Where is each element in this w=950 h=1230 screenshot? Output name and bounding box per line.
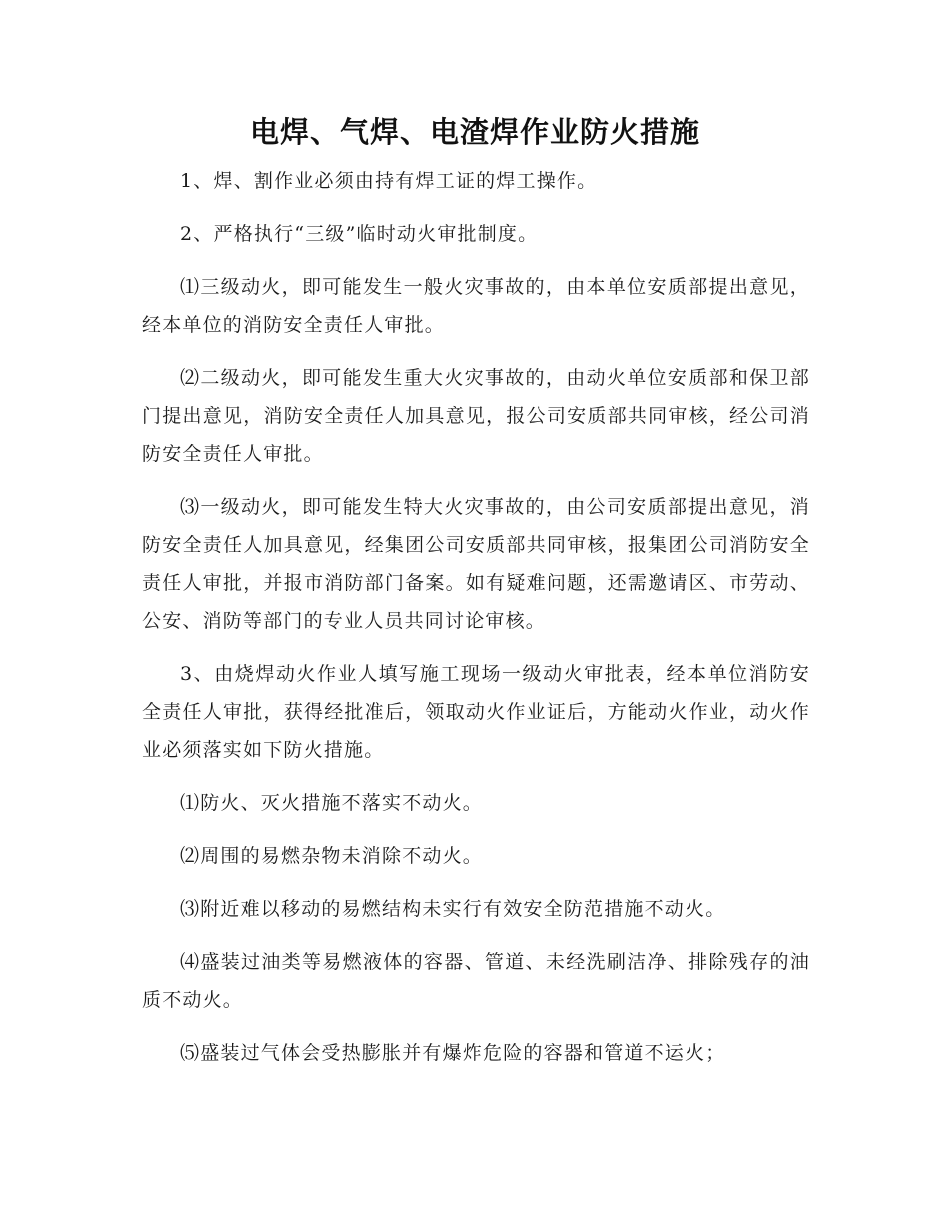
- document-body: [142, 162, 810, 1087]
- paragraph-10: ⑷盛装过油类等易燃液体的容器、管道、未经洗刷洁净、排除残存的油质不动火。: [142, 951, 810, 1011]
- paragraph-6: 3、由烧焊动火作业人填写施工现场一级动火审批表，经本单位消防安全责任人审批，获得经批准后，领取动火作业证后，方能动火作业，动火作业必须落实如下防火措施。: [142, 663, 810, 761]
- paragraph-4: ⑵二级动火，即可能发生重大火灾事故的，由动火单位安质部和保卫部门提出意见，消防安全责任人加具意见，报公司安质部共同审核，经公司消防安全责任人审批。: [142, 367, 810, 465]
- paragraph-2: 2、严格执行“三级”临时动火审批制度。: [180, 223, 539, 245]
- paragraph-11: ⑸盛装过气体会受热膨胀并有爆炸危险的容器和管道不运火；: [180, 1042, 726, 1064]
- document-title: 电焊、气焊、电渣焊作业防火措施: [249, 115, 700, 149]
- paragraph-1: 1、焊、割作业必须由持有焊工证的焊工操作。: [180, 170, 598, 192]
- paragraph-5: ⑶一级动火，即可能发生特大火灾事故的，由公司安质部提出意见，消防安全责任人加具意见，经集团公司安质部共同审核，报集团公司消防安全责任人审批，并报市消防部门备案。如有疑难问题，还需邀请区、市劳动、公安、消防等部门的专业人员共同讨论审核。: [142, 496, 810, 632]
- paragraph-9: ⑶附近难以移动的易燃结构未实行有效安全防范措施不动火。: [180, 898, 726, 920]
- paragraph-8: ⑵周围的易燃杂物未消除不动火。: [180, 845, 484, 867]
- paragraph-7: ⑴防火、灭火措施不落实不动火。: [180, 792, 484, 814]
- paragraph-3: ⑴三级动火，即可能发生一般火灾事故的，由本单位安质部提出意见，经本单位的消防安全责任人审批。: [142, 276, 810, 336]
